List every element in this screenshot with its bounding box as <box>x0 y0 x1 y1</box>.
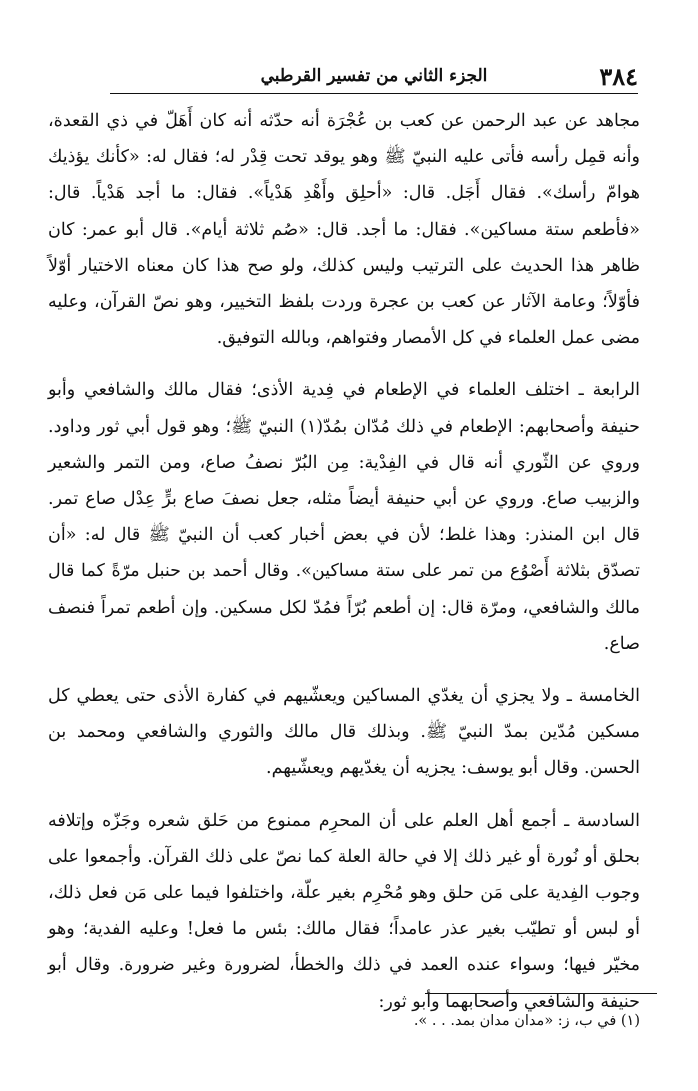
running-title: الجزء الثاني من تفسير القرطبي <box>260 66 488 86</box>
paragraph-1: مجاهد عن عبد الرحمن عن كعب بن عُجْرَة أنه حدّثه أنه كان أَهَلّ في ذي القعدة، وأنه قمِل رأسه فأتى عليه النبيّ ﷺ وهو يوقد تحت قِدْر له؛ فقال له: «كأنك يؤذيك هوامّ رأسك». فقال أَجَل. قال: «أحلِق وأَهْدِ هَدْياً». فقال: ما أجد هَدْياً. قال: «فأطعم ستة مساكين». فقال: ما أجد. قال: «صُم ثلاثة أيام». قال أبو عمر: كان ظاهر هذا الحديث على الترتيب وليس كذلك، ولو صح هذا كان معناه الاختيار أوّلاً فأوّلاً؛ وعامة الآثار عن كعب بن عجرة وردت بلفظ التخيير، وهو نصّ القرآن، وعليه مضى عمل العلماء في كل الأمصار وفتواهم، وبالله التوفيق. <box>48 111 640 349</box>
page-number: ٣٨٤ <box>599 62 638 91</box>
main-text <box>48 103 640 1020</box>
paragraph-3: الخامسة ـ ولا يجزي أن يغدّي المساكين ويعشّيهم في كفارة الأذى حتى يعطي كل مسكين مُدّين بمدّ النبيّ ﷺ. وبذلك قال مالك والثوري والشافعي ومحمد بن الحسن. وقال أبو يوسف: يجزيه أن يغدّيهم ويعشّيهم. <box>48 686 640 779</box>
paragraph-4: السادسة ـ أجمع أهل العلم على أن المحرِم ممنوع من حَلق شعره وجَزّه وإتلافه بحلق أو نُورة أو غير ذلك إلا في حالة العلة كما نصّ على ذلك القرآن. وأجمعوا على وجوب الفِدية على مَن حلق وهو مُحْرِم بغير علّة، واختلفوا فيما على مَن فعل ذلك، أو لبس أو تطيّب بغير عذر عامداً؛ فقال مالك: بئس ما فعل! وعليه الفدية؛ وهو مخيّر فيها؛ وسواء عنده العمد في ذلك والخطأ، لضرورة وغير ضرورة. وقال أبو حنيفة والشافعي وأصحابهما وأبو ثور: <box>48 810 640 1012</box>
page-header <box>110 58 638 98</box>
paragraph-2: الرابعة ـ اختلف العلماء في الإطعام في فِدية الأذى؛ فقال مالك والشافعي وأبو حنيفة وأصحابهم: الإطعام في ذلك مُدّان بمُدّ(١) النبيّ ﷺ؛ وهو قول أبي ثور وداود. وروي عن الثّوري أنه قال في الفِدْية: مِن البُرّ نصفُ صاع، ومن التمر والشعير والزبيب صاع. وروي عن أبي حنيفة أيضاً مثله، جعل نصفَ صاع برٍّ عِدْل صاع تمر. قال ابن المنذر: وهذا غلط؛ لأن في بعض أخبار كعب أن النبيّ ﷺ قال له: «أن تصدّق بثلاثة أَصْوُع من تمر على ستة مساكين». وقال أحمد بن حنبل مرّةً كما قال مالك والشافعي، ومرّة قال: إن أطعم بُرّاً فمُدّ لكل مسكين. وإن أطعم تمراً فنصف صاع. <box>48 380 640 654</box>
footnote: (١) في ب، ز: «مدان مدان بمد. . . ». <box>413 1013 640 1029</box>
header-rule <box>110 93 638 94</box>
footnote-rule <box>425 993 657 994</box>
